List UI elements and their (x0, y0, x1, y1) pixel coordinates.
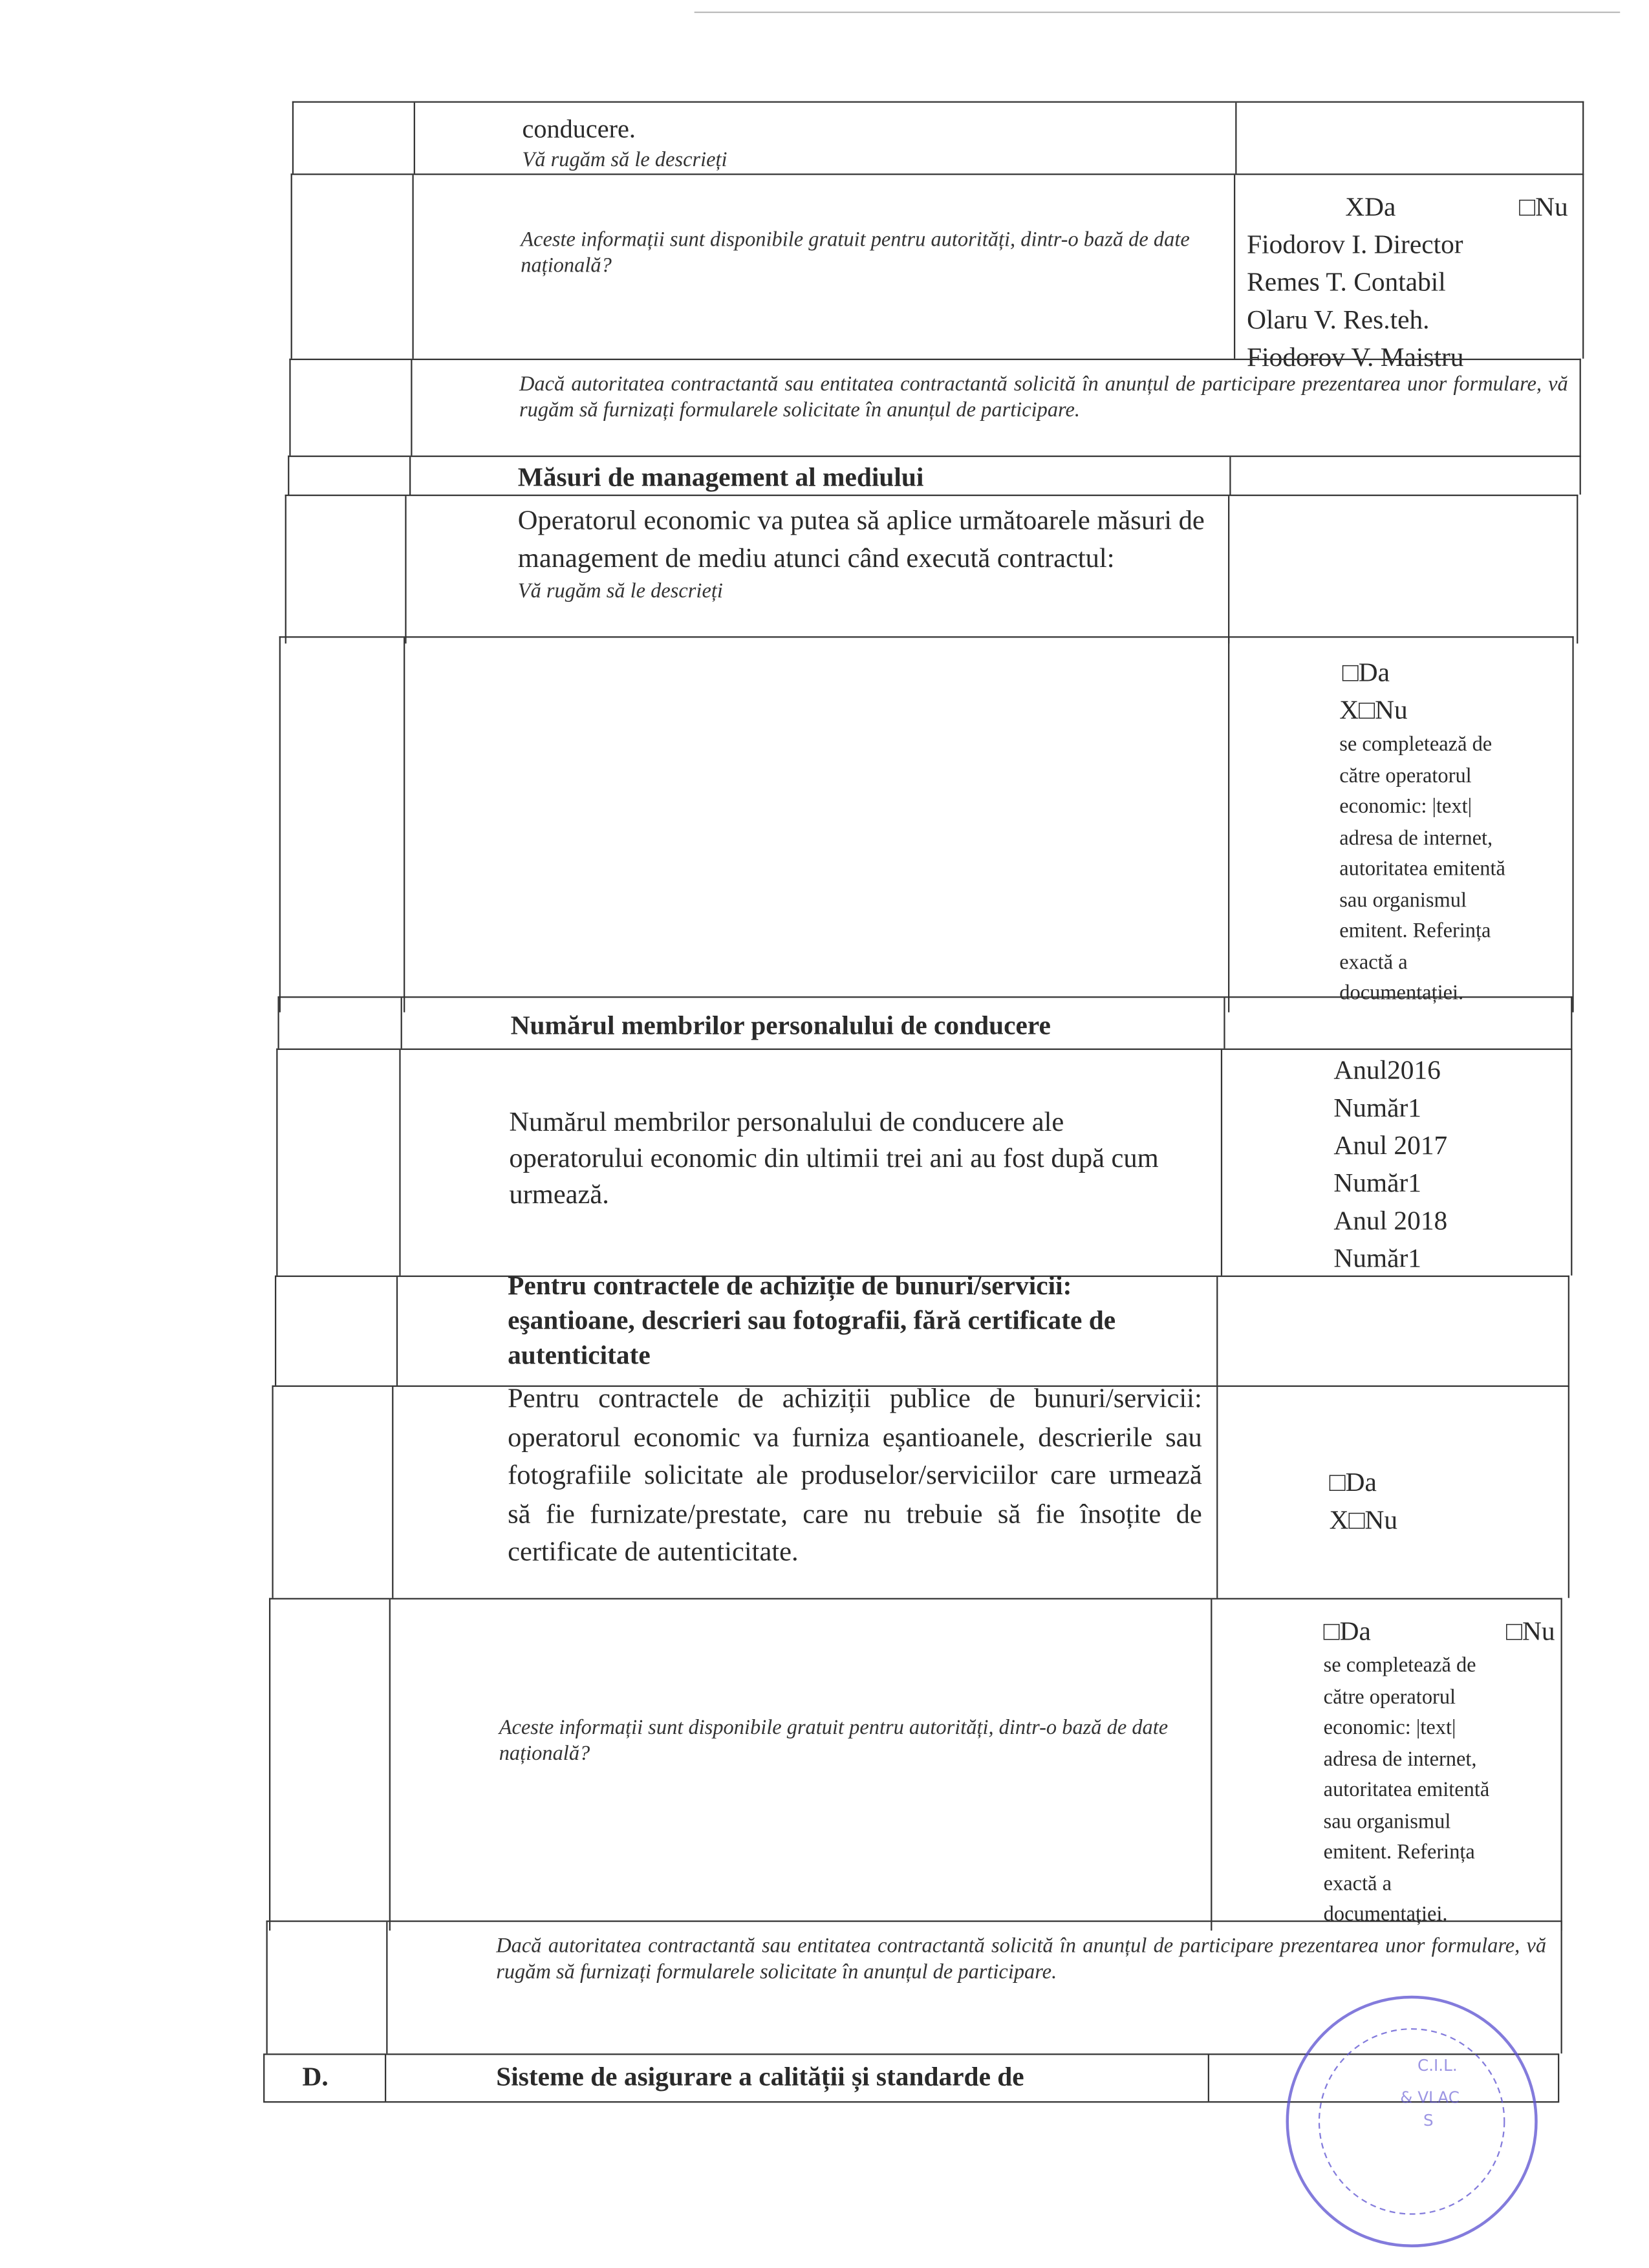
section-heading: Pentru contractele de achiziție de bunuri/servicii: eşantioane, descrieri sau fotografii, fără certificate de autenticitate (508, 1272, 1116, 1371)
count-value: Număr1 (1333, 1095, 1421, 1124)
answer-no[interactable]: □Nu (1519, 193, 1568, 223)
year-label: Anul2016 (1333, 1057, 1441, 1086)
detail-line: către operatorul (1339, 764, 1472, 787)
detail-line: documentației. (1339, 981, 1464, 1005)
question-text: Aceste informații sunt disponibile gratuit pentru autorități, dintr-o bază de date națională? (499, 1717, 1169, 1766)
row-text: conducere. (522, 114, 636, 144)
instruction-text: Dacă autoritatea contractantă sau entitatea contractantă solicită în anunțul de participare prezentarea unor formulare, vă rugăm să furnizați formularele solicitate în anunțul de participare. (496, 1934, 1547, 1984)
detail-line: se completează de (1323, 1654, 1476, 1678)
table-row (272, 1385, 1569, 1598)
detail-line: adresa de internet, (1323, 1748, 1477, 1771)
section-heading: Sisteme de asigurare a calității și standarde de (496, 2063, 1024, 2093)
table-row (269, 1598, 1562, 1931)
staff-item: Remes T. Contabil (1247, 269, 1446, 298)
staff-item: Fiodorov V. Maistru (1247, 344, 1464, 374)
detail-line: emitent. Referința (1339, 919, 1491, 943)
table-row (285, 495, 1579, 643)
option-nu[interactable]: X□Nu (1329, 1506, 1398, 1536)
row-note: Vă rugăm să le descrieți (517, 579, 723, 603)
row-text: Numărul membrilor personalului de conducere ale operatorului economic din ultimii trei ani au fost după cum urmează. (509, 1107, 1159, 1211)
option-nu[interactable]: □Nu (1505, 1618, 1555, 1647)
table-row (291, 173, 1584, 374)
option-da[interactable]: □Da (1323, 1618, 1371, 1647)
detail-line: sau organismul (1323, 1810, 1451, 1834)
detail-line: către operatorul (1323, 1685, 1456, 1709)
table-row (288, 456, 1581, 495)
company-stamp (1256, 1984, 1574, 2252)
answer-yes[interactable]: XDa (1345, 193, 1396, 223)
question-text: Aceste informații sunt disponibile gratuit pentru autorități, dintr-o bază de date națională? (521, 228, 1190, 278)
option-da[interactable]: □Da (1329, 1469, 1377, 1499)
table-row (292, 102, 1584, 174)
svg-text:S: S (1423, 2111, 1434, 2130)
section-heading: Numărul membrilor personalului de conducere (510, 1012, 1051, 1042)
row-text: Operatorul economic va putea să aplice următoarele măsuri de management de mediu atunci când execută contractul: (517, 506, 1205, 575)
detail-line: sau organismul (1339, 888, 1467, 912)
detail-line: se completează de (1339, 733, 1493, 756)
row-note: Vă rugăm să le descrieți (522, 149, 727, 173)
svg-text:& VLAC: & VLAC (1400, 2088, 1460, 2107)
detail-line: autoritatea emitentă (1339, 857, 1505, 881)
staff-item: Fiodorov I. Director (1247, 231, 1463, 261)
table-row (276, 1049, 1572, 1276)
detail-line: economic: |text| (1323, 1717, 1456, 1740)
count-value: Număr1 (1333, 1170, 1421, 1199)
year-label: Anul 2017 (1333, 1132, 1448, 1162)
detail-line: economic: |text| (1339, 795, 1472, 819)
detail-line: emitent. Referința (1323, 1841, 1475, 1865)
detail-line: exactă a (1323, 1872, 1392, 1896)
section-heading: Măsuri de management al mediului (517, 464, 924, 493)
count-value: Număr1 (1333, 1245, 1421, 1274)
section-number: D. (302, 2063, 329, 2093)
row-text: Pentru contractele de achiziții publice de bunuri/servicii: operatorul economic va furniza eșantioanele, descrierile sau fotografiile solicitate ale produselor/serviciilor care urmează să fie furnizate/prestate, care nu trebuie să fie însoțite de certificate de autenticitate. (508, 1384, 1202, 1568)
table-row (277, 996, 1572, 1049)
detail-line: adresa de internet, (1339, 826, 1493, 850)
option-nu[interactable]: X□Nu (1339, 697, 1408, 726)
detail-line: exactă a (1339, 950, 1408, 974)
scan-edge-line (695, 12, 1621, 13)
detail-line: autoritatea emitentă (1323, 1779, 1490, 1803)
table-row (275, 1272, 1569, 1385)
svg-text:C.I.L.: C.I.L. (1417, 2056, 1458, 2075)
table-row (279, 636, 1574, 1012)
instruction-text: Dacă autoritatea contractantă sau entitatea contractantă solicită în anunțul de participare prezentarea unor formulare, vă rugăm să furnizați formularele solicitate în anunțul de participare. (519, 373, 1568, 423)
option-da[interactable]: □Da (1342, 659, 1390, 689)
detail-line: documentației. (1323, 1903, 1448, 1927)
staff-item: Olaru V. Res.teh. (1247, 306, 1430, 336)
year-label: Anul 2018 (1333, 1207, 1448, 1237)
table-row (289, 359, 1580, 456)
